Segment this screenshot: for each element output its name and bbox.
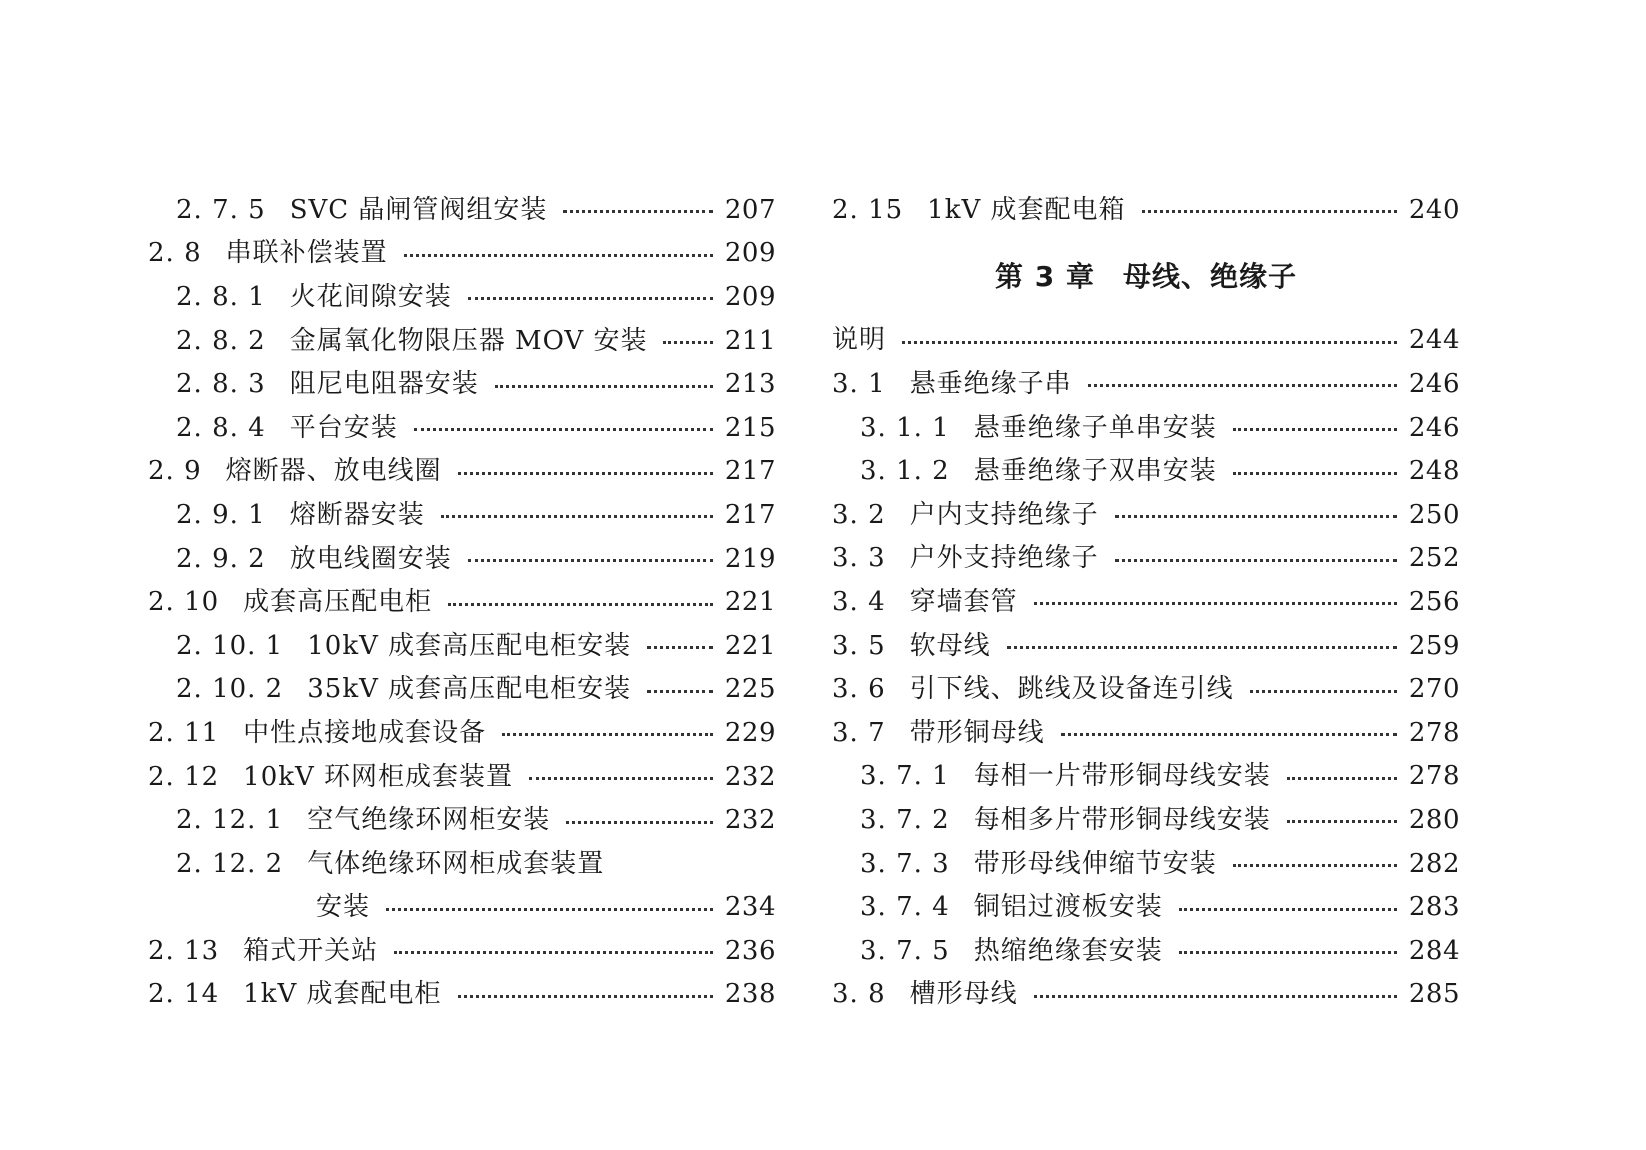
toc-entry[interactable] bbox=[148, 537, 776, 581]
toc-entry-number: 2. 10 bbox=[148, 587, 220, 618]
toc-entry-number: 3. 7. 2 bbox=[860, 804, 950, 835]
toc-leader-dots bbox=[529, 777, 713, 780]
toc-entry-number: 3. 4 bbox=[832, 586, 886, 617]
toc-entry-title: 带形母线伸缩节安装 bbox=[973, 848, 1217, 879]
toc-entry-title: 带形铜母线 bbox=[909, 717, 1045, 748]
toc-left-column bbox=[148, 188, 776, 1016]
toc-leader-dots bbox=[1233, 472, 1397, 475]
toc-entry-number: 3. 6 bbox=[832, 674, 886, 705]
toc-entry-number: 2. 12. 1 bbox=[176, 805, 284, 836]
toc-entry-number: 3. 5 bbox=[832, 630, 886, 661]
toc-entry-page: 234 bbox=[724, 892, 776, 923]
toc-leader-dots bbox=[647, 690, 713, 693]
toc-entry-number: 2. 9. 2 bbox=[176, 543, 266, 574]
toc-entry-title: 中性点接地成套设备 bbox=[243, 717, 487, 748]
toc-entry[interactable] bbox=[148, 929, 776, 973]
toc-entry[interactable] bbox=[148, 450, 776, 494]
toc-entry-page: 250 bbox=[1408, 499, 1460, 530]
toc-leader-dots bbox=[1233, 864, 1397, 867]
toc-entry-page: 285 bbox=[1408, 979, 1460, 1010]
toc-entry-page: 221 bbox=[724, 630, 776, 661]
toc-entry-page: 244 bbox=[1408, 325, 1460, 356]
toc-leader-dots bbox=[468, 559, 713, 562]
toc-entry-title: 1kV 成套配电柜 bbox=[243, 979, 442, 1010]
toc-entry[interactable] bbox=[832, 537, 1460, 581]
toc-leader-dots bbox=[502, 733, 713, 736]
toc-leader-dots bbox=[1287, 777, 1397, 780]
toc-entry-title: 10kV 成套高压配电柜安装 bbox=[307, 630, 632, 661]
toc-entry-page: 221 bbox=[724, 587, 776, 618]
toc-entry-title: 槽形母线 bbox=[909, 979, 1018, 1010]
toc-entry-number: 3. 1 bbox=[832, 368, 886, 399]
toc-leader-dots bbox=[1007, 646, 1397, 649]
toc-entry-page: 211 bbox=[724, 325, 776, 356]
toc-entry-page: 256 bbox=[1408, 586, 1460, 617]
toc-leader-dots bbox=[458, 472, 713, 475]
toc-entry-number: 2. 8. 4 bbox=[176, 412, 266, 443]
toc-entry-number: 2. 15 bbox=[832, 194, 904, 225]
toc-entry-number: 3. 7 bbox=[832, 717, 886, 748]
toc-entry-number: 2. 8. 1 bbox=[176, 281, 266, 312]
toc-entry-page: 278 bbox=[1408, 717, 1460, 748]
toc-entry-number: 2. 11 bbox=[148, 717, 220, 748]
toc-leader-dots bbox=[663, 341, 712, 344]
toc-entry[interactable] bbox=[148, 493, 776, 537]
toc-leader-dots bbox=[1142, 210, 1397, 213]
toc-entry[interactable] bbox=[148, 275, 776, 319]
toc-entry-title: 熔断器安装 bbox=[289, 499, 425, 530]
toc-entry-title: 10kV 环网柜成套装置 bbox=[243, 761, 514, 792]
toc-entry[interactable] bbox=[832, 973, 1460, 1017]
toc-entry[interactable] bbox=[148, 580, 776, 624]
toc-entry-title: 铜铝过渡板安装 bbox=[973, 892, 1163, 923]
toc-entry[interactable] bbox=[832, 798, 1460, 842]
toc-leader-dots bbox=[441, 515, 713, 518]
toc-entry-title: 引下线、跳线及设备连引线 bbox=[909, 674, 1234, 705]
toc-entry[interactable] bbox=[832, 362, 1460, 406]
toc-leader-dots bbox=[404, 254, 713, 257]
toc-entry-page: 278 bbox=[1408, 761, 1460, 792]
toc-leader-dots bbox=[1233, 428, 1397, 431]
toc-entry-title: 户外支持绝缘子 bbox=[909, 543, 1099, 574]
toc-entry-number: 2. 12. 2 bbox=[176, 848, 284, 879]
toc-entry-continuation[interactable] bbox=[148, 886, 776, 930]
toc-leader-dots bbox=[1179, 951, 1397, 954]
toc-entry[interactable] bbox=[148, 188, 776, 232]
toc-entry-number: 2. 10. 2 bbox=[176, 674, 284, 705]
toc-entry[interactable] bbox=[148, 842, 776, 886]
toc-entry-number: 3. 7. 3 bbox=[860, 848, 950, 879]
toc-entry-title: 35kV 成套高压配电柜安装 bbox=[307, 674, 632, 705]
toc-leader-dots bbox=[1179, 908, 1397, 911]
toc-entry-page: 232 bbox=[724, 805, 776, 836]
toc-entry-title: 安装 bbox=[316, 892, 371, 923]
toc-leader-dots bbox=[468, 297, 713, 300]
toc-entry-page: 283 bbox=[1408, 892, 1460, 923]
toc-leader-dots bbox=[902, 341, 1397, 344]
toc-entry-title: 悬垂绝缘子串 bbox=[909, 368, 1072, 399]
toc-entry[interactable] bbox=[832, 188, 1460, 232]
toc-entry-title: 1kV 成套配电箱 bbox=[927, 194, 1126, 225]
toc-entry-page: 252 bbox=[1408, 543, 1460, 574]
toc-entry-title: 串联补偿装置 bbox=[225, 238, 388, 269]
toc-entry-number: 2. 12 bbox=[148, 761, 220, 792]
toc-entry[interactable] bbox=[832, 580, 1460, 624]
toc-entry-page: 280 bbox=[1408, 804, 1460, 835]
toc-entry-title: 户内支持绝缘子 bbox=[909, 499, 1099, 530]
toc-entry-page: 217 bbox=[724, 499, 776, 530]
toc-leader-dots bbox=[1115, 559, 1397, 562]
toc-entry-title: 空气绝缘环网柜安装 bbox=[307, 805, 551, 836]
toc-entry-number: 3. 7. 1 bbox=[860, 761, 950, 792]
toc-entry-title: 每相一片带形铜母线安装 bbox=[973, 761, 1271, 792]
toc-entry[interactable] bbox=[148, 798, 776, 842]
toc-leader-dots bbox=[414, 428, 713, 431]
toc-entry-page: 236 bbox=[724, 935, 776, 966]
toc-leader-dots bbox=[566, 821, 713, 824]
toc-entry-number: 3. 1. 2 bbox=[860, 456, 950, 487]
toc-entry-number: 说明 bbox=[832, 325, 887, 356]
toc-right-column bbox=[832, 188, 1460, 1016]
toc-entry-number: 3. 3 bbox=[832, 543, 886, 574]
toc-leader-dots bbox=[458, 995, 713, 998]
toc-entry-number: 2. 8 bbox=[148, 238, 202, 269]
toc-leader-dots bbox=[386, 908, 713, 911]
toc-entry[interactable] bbox=[832, 493, 1460, 537]
toc-entry-title: 阻尼电阻器安装 bbox=[289, 369, 479, 400]
toc-leader-dots bbox=[1061, 733, 1397, 736]
toc-entry-page: 238 bbox=[724, 979, 776, 1010]
chapter-label: 第 3 章 bbox=[995, 260, 1095, 294]
toc-entry-page: 259 bbox=[1408, 630, 1460, 661]
toc-entry[interactable] bbox=[148, 755, 776, 799]
toc-entry-page: 248 bbox=[1408, 456, 1460, 487]
toc-entry-page: 215 bbox=[724, 412, 776, 443]
toc-entry[interactable] bbox=[148, 232, 776, 276]
toc-entry[interactable] bbox=[832, 929, 1460, 973]
toc-leader-dots bbox=[563, 210, 712, 213]
toc-entry-title: 悬垂绝缘子双串安装 bbox=[973, 456, 1217, 487]
toc-entry-page: 232 bbox=[724, 761, 776, 792]
toc-entry[interactable] bbox=[832, 755, 1460, 799]
toc-entry-title: 火花间隙安装 bbox=[289, 281, 452, 312]
toc-entry-number: 2. 8. 3 bbox=[176, 369, 266, 400]
toc-entry-page: 284 bbox=[1408, 935, 1460, 966]
chapter-heading[interactable] bbox=[832, 232, 1460, 319]
toc-entry-title: SVC 晶闸管阀组安装 bbox=[289, 194, 548, 225]
toc-leader-dots bbox=[1088, 384, 1397, 387]
toc-entry-page: 229 bbox=[724, 717, 776, 748]
toc-entry[interactable] bbox=[832, 842, 1460, 886]
toc-entry-number: 3. 7. 4 bbox=[860, 892, 950, 923]
toc-entry[interactable] bbox=[148, 711, 776, 755]
toc-entry-number: 3. 2 bbox=[832, 499, 886, 530]
toc-entry-page: 213 bbox=[724, 369, 776, 400]
toc-entry-number: 2. 10. 1 bbox=[176, 630, 284, 661]
toc-entry-title: 软母线 bbox=[909, 630, 991, 661]
toc-entry-title: 穿墙套管 bbox=[909, 586, 1018, 617]
toc-entry-title: 箱式开关站 bbox=[243, 935, 379, 966]
toc-entry-page: 246 bbox=[1408, 368, 1460, 399]
toc-leader-dots bbox=[448, 603, 713, 606]
toc-entry-page: 270 bbox=[1408, 674, 1460, 705]
toc-entry-number: 2. 9 bbox=[148, 456, 202, 487]
toc-leader-dots bbox=[394, 951, 713, 954]
toc-entry-page: 246 bbox=[1408, 412, 1460, 443]
toc-leader-dots bbox=[647, 646, 713, 649]
toc-entry-page: 217 bbox=[724, 456, 776, 487]
toc-leader-dots bbox=[1034, 602, 1397, 605]
toc-entry-page: 207 bbox=[724, 194, 776, 225]
toc-entry[interactable] bbox=[148, 406, 776, 450]
toc-entry-title: 熔断器、放电线圈 bbox=[225, 456, 442, 487]
toc-entry-title: 平台安装 bbox=[289, 412, 398, 443]
toc-entry[interactable] bbox=[832, 319, 1460, 363]
toc-entry[interactable] bbox=[832, 667, 1460, 711]
toc-entry[interactable] bbox=[832, 449, 1460, 493]
toc-entry-page: 209 bbox=[724, 281, 776, 312]
toc-entry-page: 282 bbox=[1408, 848, 1460, 879]
toc-entry-number: 3. 8 bbox=[832, 979, 886, 1010]
chapter-title: 母线、绝缘子 bbox=[1122, 260, 1297, 294]
toc-entry[interactable] bbox=[832, 406, 1460, 450]
toc-entry[interactable] bbox=[148, 319, 776, 363]
toc-entry-page: 209 bbox=[724, 238, 776, 269]
toc-leader-dots bbox=[1034, 995, 1397, 998]
toc-entry[interactable] bbox=[148, 624, 776, 668]
toc-leader-dots bbox=[1115, 515, 1397, 518]
toc-entry-title: 金属氧化物限压器 MOV 安装 bbox=[289, 325, 648, 356]
toc-entry-number: 3. 7. 5 bbox=[860, 935, 950, 966]
toc-entry-page: 219 bbox=[724, 543, 776, 574]
toc-entry-title: 热缩绝缘套安装 bbox=[973, 935, 1163, 966]
toc-entry-title: 每相多片带形铜母线安装 bbox=[973, 804, 1271, 835]
toc-entry[interactable] bbox=[832, 711, 1460, 755]
toc-leader-dots bbox=[1250, 690, 1397, 693]
toc-entry[interactable] bbox=[832, 624, 1460, 668]
toc-entry-title: 成套高压配电柜 bbox=[243, 587, 433, 618]
toc-entry-number: 2. 9. 1 bbox=[176, 499, 266, 530]
toc-entry-number: 2. 7. 5 bbox=[176, 194, 266, 225]
toc-entry-title: 放电线圈安装 bbox=[289, 543, 452, 574]
toc-leader-dots bbox=[495, 385, 713, 388]
toc-entry[interactable] bbox=[148, 668, 776, 712]
toc-entry-number: 2. 13 bbox=[148, 935, 220, 966]
toc-entry-page: 240 bbox=[1408, 194, 1460, 225]
toc-entry-page: 225 bbox=[724, 674, 776, 705]
toc-leader-dots bbox=[1287, 820, 1397, 823]
toc-entry[interactable] bbox=[148, 973, 776, 1017]
toc-entry-title: 悬垂绝缘子单串安装 bbox=[973, 412, 1217, 443]
toc-entry-number: 2. 14 bbox=[148, 979, 220, 1010]
toc-entry-title: 气体绝缘环网柜成套装置 bbox=[307, 848, 605, 879]
toc-entry[interactable] bbox=[832, 885, 1460, 929]
toc-entry-number: 2. 8. 2 bbox=[176, 325, 266, 356]
toc-entry[interactable] bbox=[148, 362, 776, 406]
toc-entry-number: 3. 1. 1 bbox=[860, 412, 950, 443]
